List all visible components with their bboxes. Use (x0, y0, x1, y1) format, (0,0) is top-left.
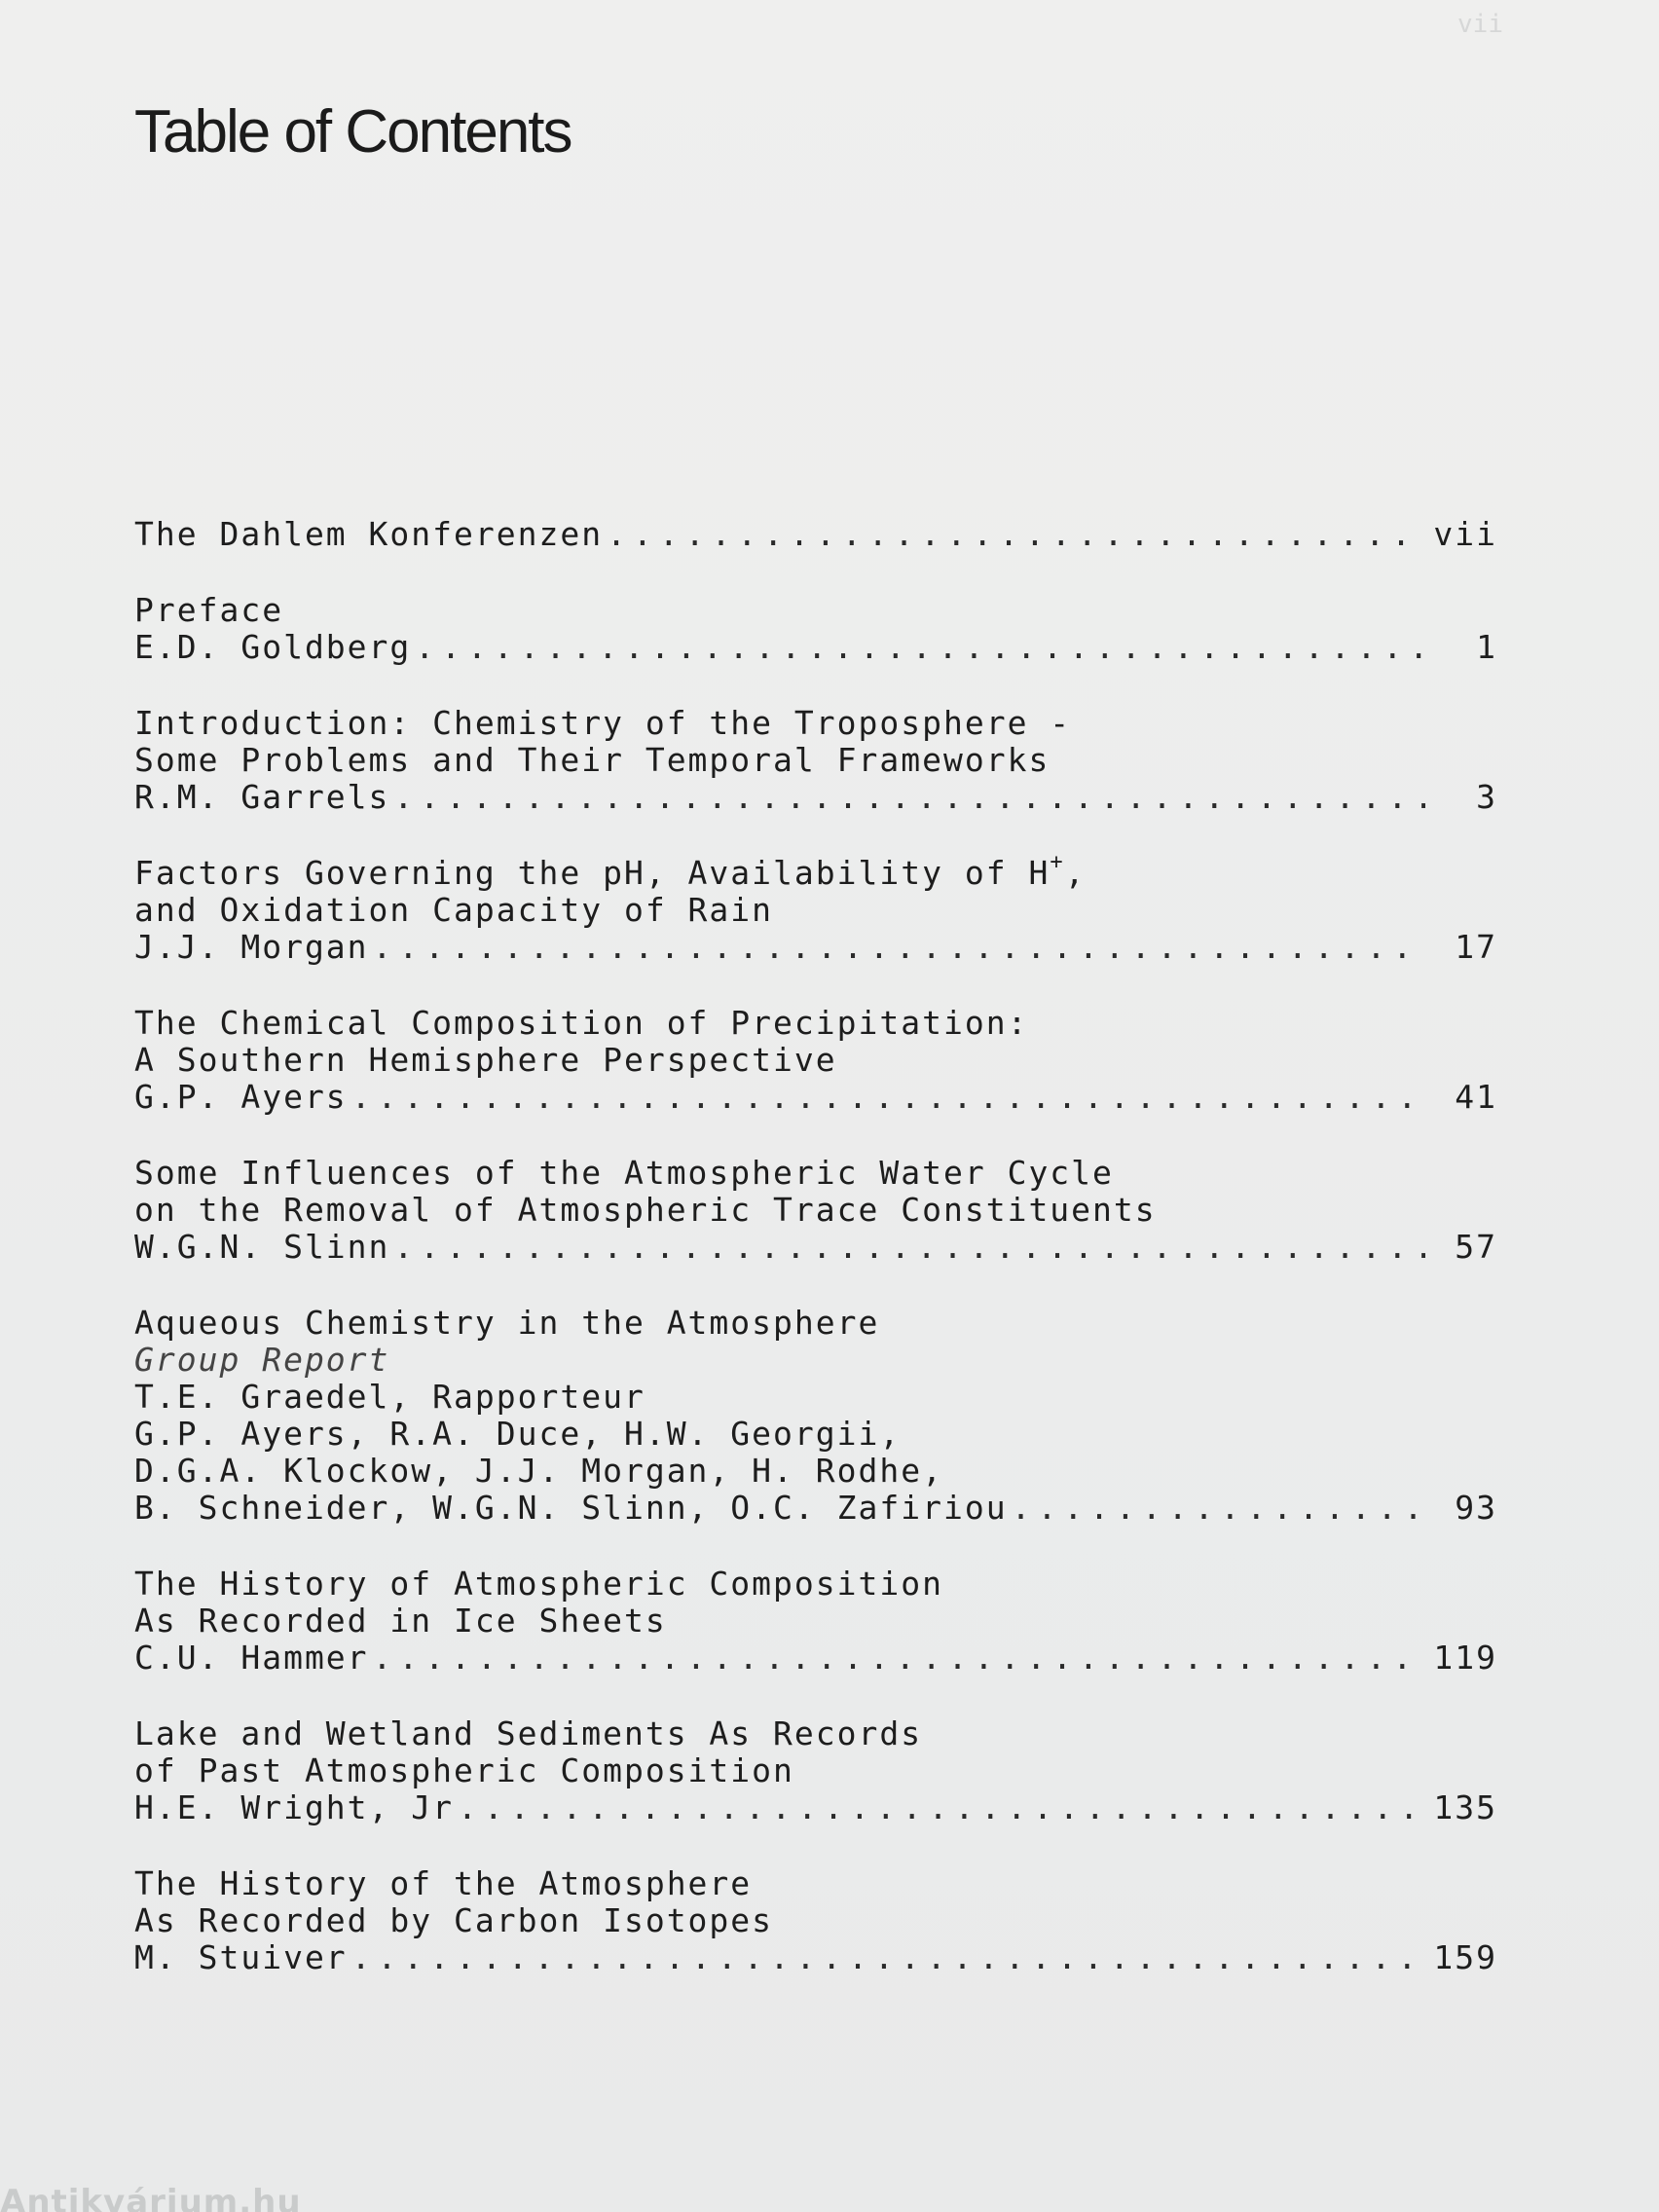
toc-entry-title-cont: of Past Atmospheric Composition (134, 1751, 794, 1789)
toc-author-line (134, 1229, 1497, 1266)
toc-entry-title (134, 850, 1497, 892)
toc-author-line (134, 779, 1497, 816)
toc-entry-introduction[interactable] (134, 705, 1497, 816)
toc-entry-chemical-composition[interactable] (134, 1005, 1497, 1116)
title-comma: , (1064, 854, 1087, 892)
dot-leader (351, 1939, 1420, 1976)
toc-entry-ph-factors[interactable] (134, 850, 1497, 966)
toc-entry-author: B. Schneider, W.G.N. Slinn, O.C. Zafiriou (134, 1489, 1008, 1527)
toc-author-line (134, 1939, 1497, 1976)
rapporteur-line: T.E. Graedel, Rapporteur (134, 1378, 645, 1416)
page-number: vii (1433, 515, 1497, 553)
toc-author-line (134, 1079, 1497, 1116)
page-number: 119 (1433, 1639, 1497, 1677)
toc-entry-title: Lake and Wetland Sediments As Records (134, 1714, 923, 1752)
toc-entry-title: Preface (134, 591, 284, 629)
page-title: Table of Contents (134, 98, 571, 166)
page-marker: vii (1457, 10, 1503, 39)
toc-entry-title: Aqueous Chemistry in the Atmosphere (134, 1304, 880, 1342)
toc-entry-author: J.J. Morgan (134, 928, 369, 966)
toc-entry-title: The Dahlem Konferenzen (134, 515, 604, 553)
page-number: 17 (1455, 928, 1497, 966)
toc-entry-ice-sheets[interactable] (134, 1566, 1497, 1677)
page-number: 93 (1455, 1489, 1497, 1527)
table-of-contents (134, 516, 1497, 2015)
dot-leader (393, 779, 1425, 816)
watermark-logo: Antikvárium.hu (0, 2183, 302, 2212)
toc-entry-author: M. Stuiver (134, 1938, 348, 1976)
toc-entry-author: W.G.N. Slinn (134, 1228, 390, 1266)
toc-entry-group-report[interactable] (134, 1305, 1497, 1527)
toc-author-line (134, 929, 1497, 966)
page-number: 57 (1455, 1228, 1497, 1266)
dot-leader (373, 929, 1425, 966)
toc-entry-author: E.D. Goldberg (134, 628, 412, 666)
dot-leader (458, 1789, 1419, 1826)
toc-entry-title: Introduction: Chemistry of the Troposphere - (134, 704, 1072, 742)
toc-entry-author: C.U. Hammer (134, 1639, 369, 1677)
page-number: 159 (1433, 1938, 1497, 1976)
dot-leader (1012, 1490, 1425, 1527)
toc-entry-title: Some Influences of the Atmospheric Water Cycle (134, 1154, 1114, 1192)
toc-author-line (134, 629, 1497, 666)
page-number: 41 (1455, 1078, 1497, 1116)
toc-entry-carbon-isotopes[interactable] (134, 1865, 1497, 1976)
toc-entry-author: R.M. Garrels (134, 778, 390, 816)
dot-leader (373, 1640, 1420, 1677)
toc-entry-title-cont: As Recorded in Ice Sheets (134, 1602, 667, 1640)
toc-entry-dahlem-konferenzen[interactable] (134, 516, 1497, 553)
group-report-label: Group Report (134, 1341, 390, 1379)
toc-author-line (134, 1640, 1497, 1677)
toc-entry-lake-sediments[interactable] (134, 1715, 1497, 1826)
dot-leader (607, 516, 1419, 553)
toc-author-line (134, 1490, 1497, 1527)
participants-line: D.G.A. Klockow, J.J. Morgan, H. Rodhe, (134, 1452, 943, 1490)
toc-entry-title-cont: As Recorded by Carbon Isotopes (134, 1901, 774, 1939)
toc-entry-title: The History of the Atmosphere (134, 1864, 753, 1902)
toc-entry-author: G.P. Ayers (134, 1078, 348, 1116)
superscript-charge: + (1050, 850, 1065, 874)
toc-entry-title-cont: on the Removal of Atmospheric Trace Constituents (134, 1191, 1157, 1229)
page-number: 1 (1476, 628, 1497, 666)
participants-line: G.P. Ayers, R.A. Duce, H.W. Georgii, (134, 1415, 902, 1453)
dot-leader (351, 1079, 1425, 1116)
toc-entry-preface[interactable] (134, 592, 1497, 666)
toc-entry-title-text: Factors Governing the pH, Availability of H (134, 854, 1051, 892)
toc-author-line (134, 1789, 1497, 1826)
toc-entry-title-cont: A Southern Hemisphere Perspective (134, 1041, 837, 1079)
toc-entry-title: The History of Atmospheric Composition (134, 1565, 943, 1603)
toc-author-line (134, 516, 1497, 553)
toc-entry-title-cont: and Oxidation Capacity of Rain (134, 891, 774, 929)
toc-entry-title: The Chemical Composition of Precipitation: (134, 1004, 1029, 1042)
toc-entry-water-cycle[interactable] (134, 1155, 1497, 1266)
page-number: 3 (1476, 778, 1497, 816)
toc-entry-author: H.E. Wright, Jr (134, 1788, 455, 1826)
toc-entry-title-cont: Some Problems and Their Temporal Frameworks (134, 741, 1051, 779)
dot-leader (393, 1229, 1425, 1266)
dot-leader (415, 629, 1425, 666)
page-number: 135 (1433, 1788, 1497, 1826)
